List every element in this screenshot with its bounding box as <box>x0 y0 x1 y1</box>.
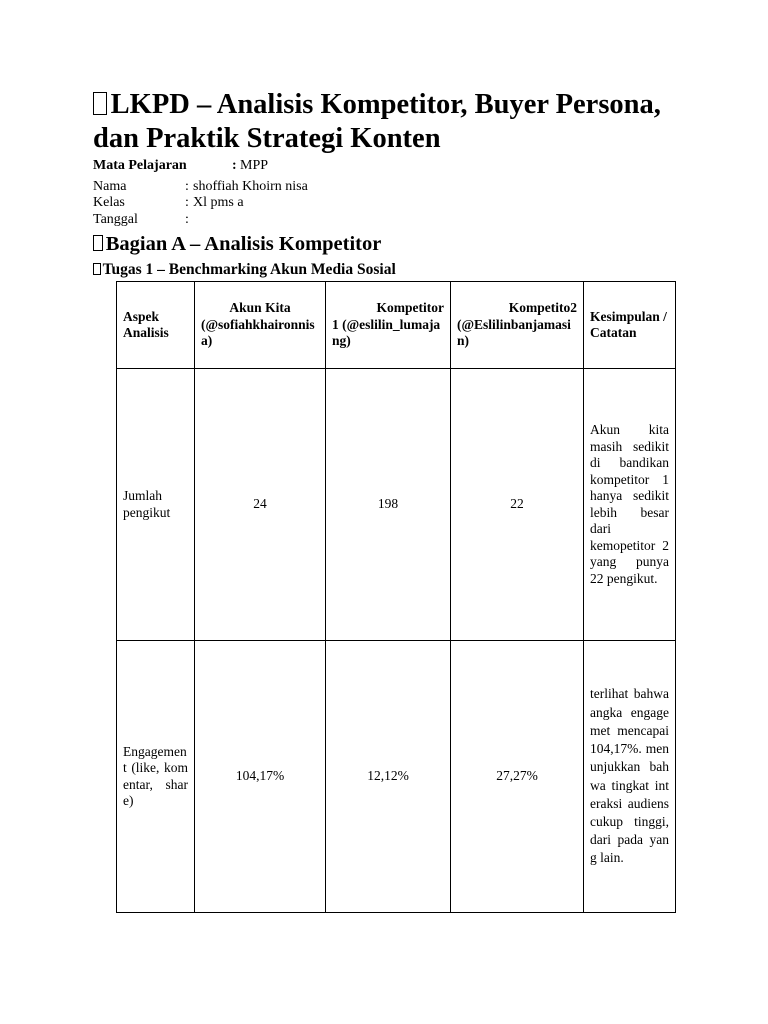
table-header-row <box>117 282 676 369</box>
header-aspect <box>117 282 195 369</box>
missing-glyph-icon <box>93 263 101 275</box>
meta-date-sep: : <box>185 212 189 227</box>
table-row <box>117 369 676 641</box>
header-own-account <box>195 282 326 369</box>
header-comp1-rest: 1 (@eslilin_lumajang) <box>332 316 441 349</box>
header-competitor-2 <box>451 282 584 369</box>
cell-comp2-value: 22 <box>451 369 584 641</box>
cell-aspect: Engagement (like, komentar, share) <box>117 641 195 913</box>
section-a-heading <box>93 232 381 256</box>
header-comp2-rest: (@Eslilinbanjamasin) <box>457 316 571 349</box>
table-row <box>117 641 676 913</box>
meta-name-sep: : <box>185 179 189 194</box>
header-conclusion <box>584 282 676 369</box>
header-aspect-text: Aspek Analisis <box>123 308 169 340</box>
cell-aspect: Jumlah pengikut <box>117 369 195 641</box>
header-comp2-title: Kompetito2 <box>508 300 577 316</box>
header-own-title: Akun Kita <box>229 300 291 316</box>
cell-own-value: 24 <box>195 369 326 641</box>
cell-comp1-value: 12,12% <box>326 641 451 913</box>
meta-class-label: Kelas <box>93 195 125 210</box>
missing-glyph-icon <box>93 235 103 251</box>
meta-name-label: Nama <box>93 179 127 194</box>
task-1-heading <box>93 261 396 279</box>
benchmark-table <box>116 281 676 913</box>
header-own-handle: (@sofiahkhaironnisa) <box>201 316 315 349</box>
meta-class-sep: : <box>185 195 189 210</box>
cell-own-value: 104,17% <box>195 641 326 913</box>
header-conclusion-text: Kesimpulan / Catatan <box>590 308 667 340</box>
meta-subject-label: Mata Pelajaran <box>93 158 187 173</box>
header-comp1-title: Kompetitor <box>376 300 444 316</box>
document-title <box>93 88 693 156</box>
missing-glyph-icon <box>93 92 107 114</box>
cell-conclusion: terlihat bahwa angka engagemet mencapai 104,17%. menunjukkan bahwa tingkat interaksi audiens cukup tinggi, dari pada yang lain. <box>584 641 676 913</box>
meta-subject-sep: : <box>232 158 237 173</box>
meta-class-value: Xl pms a <box>193 195 244 210</box>
meta-name-value: shoffiah Khoirn nisa <box>193 179 308 194</box>
cell-comp2-value: 27,27% <box>451 641 584 913</box>
task-1-heading-text: Tugas 1 – Benchmarking Akun Media Sosial <box>102 261 396 278</box>
meta-subject-value: MPP <box>240 158 269 173</box>
header-competitor-1 <box>326 282 451 369</box>
cell-conclusion: Akun kita masih sedikit di bandikan kompetitor 1 hanya sedikit lebih besar dari kemopetitor 2 yang punya 22 pengikut. <box>584 369 676 641</box>
cell-comp1-value: 198 <box>326 369 451 641</box>
section-a-heading-text: Bagian A – Analisis Kompetitor <box>105 233 382 255</box>
document-title-text: LKPD – Analisis Kompetitor, Buyer Persona, dan Praktik Strategi Konten <box>93 89 661 154</box>
meta-date-label: Tanggal <box>93 212 138 227</box>
